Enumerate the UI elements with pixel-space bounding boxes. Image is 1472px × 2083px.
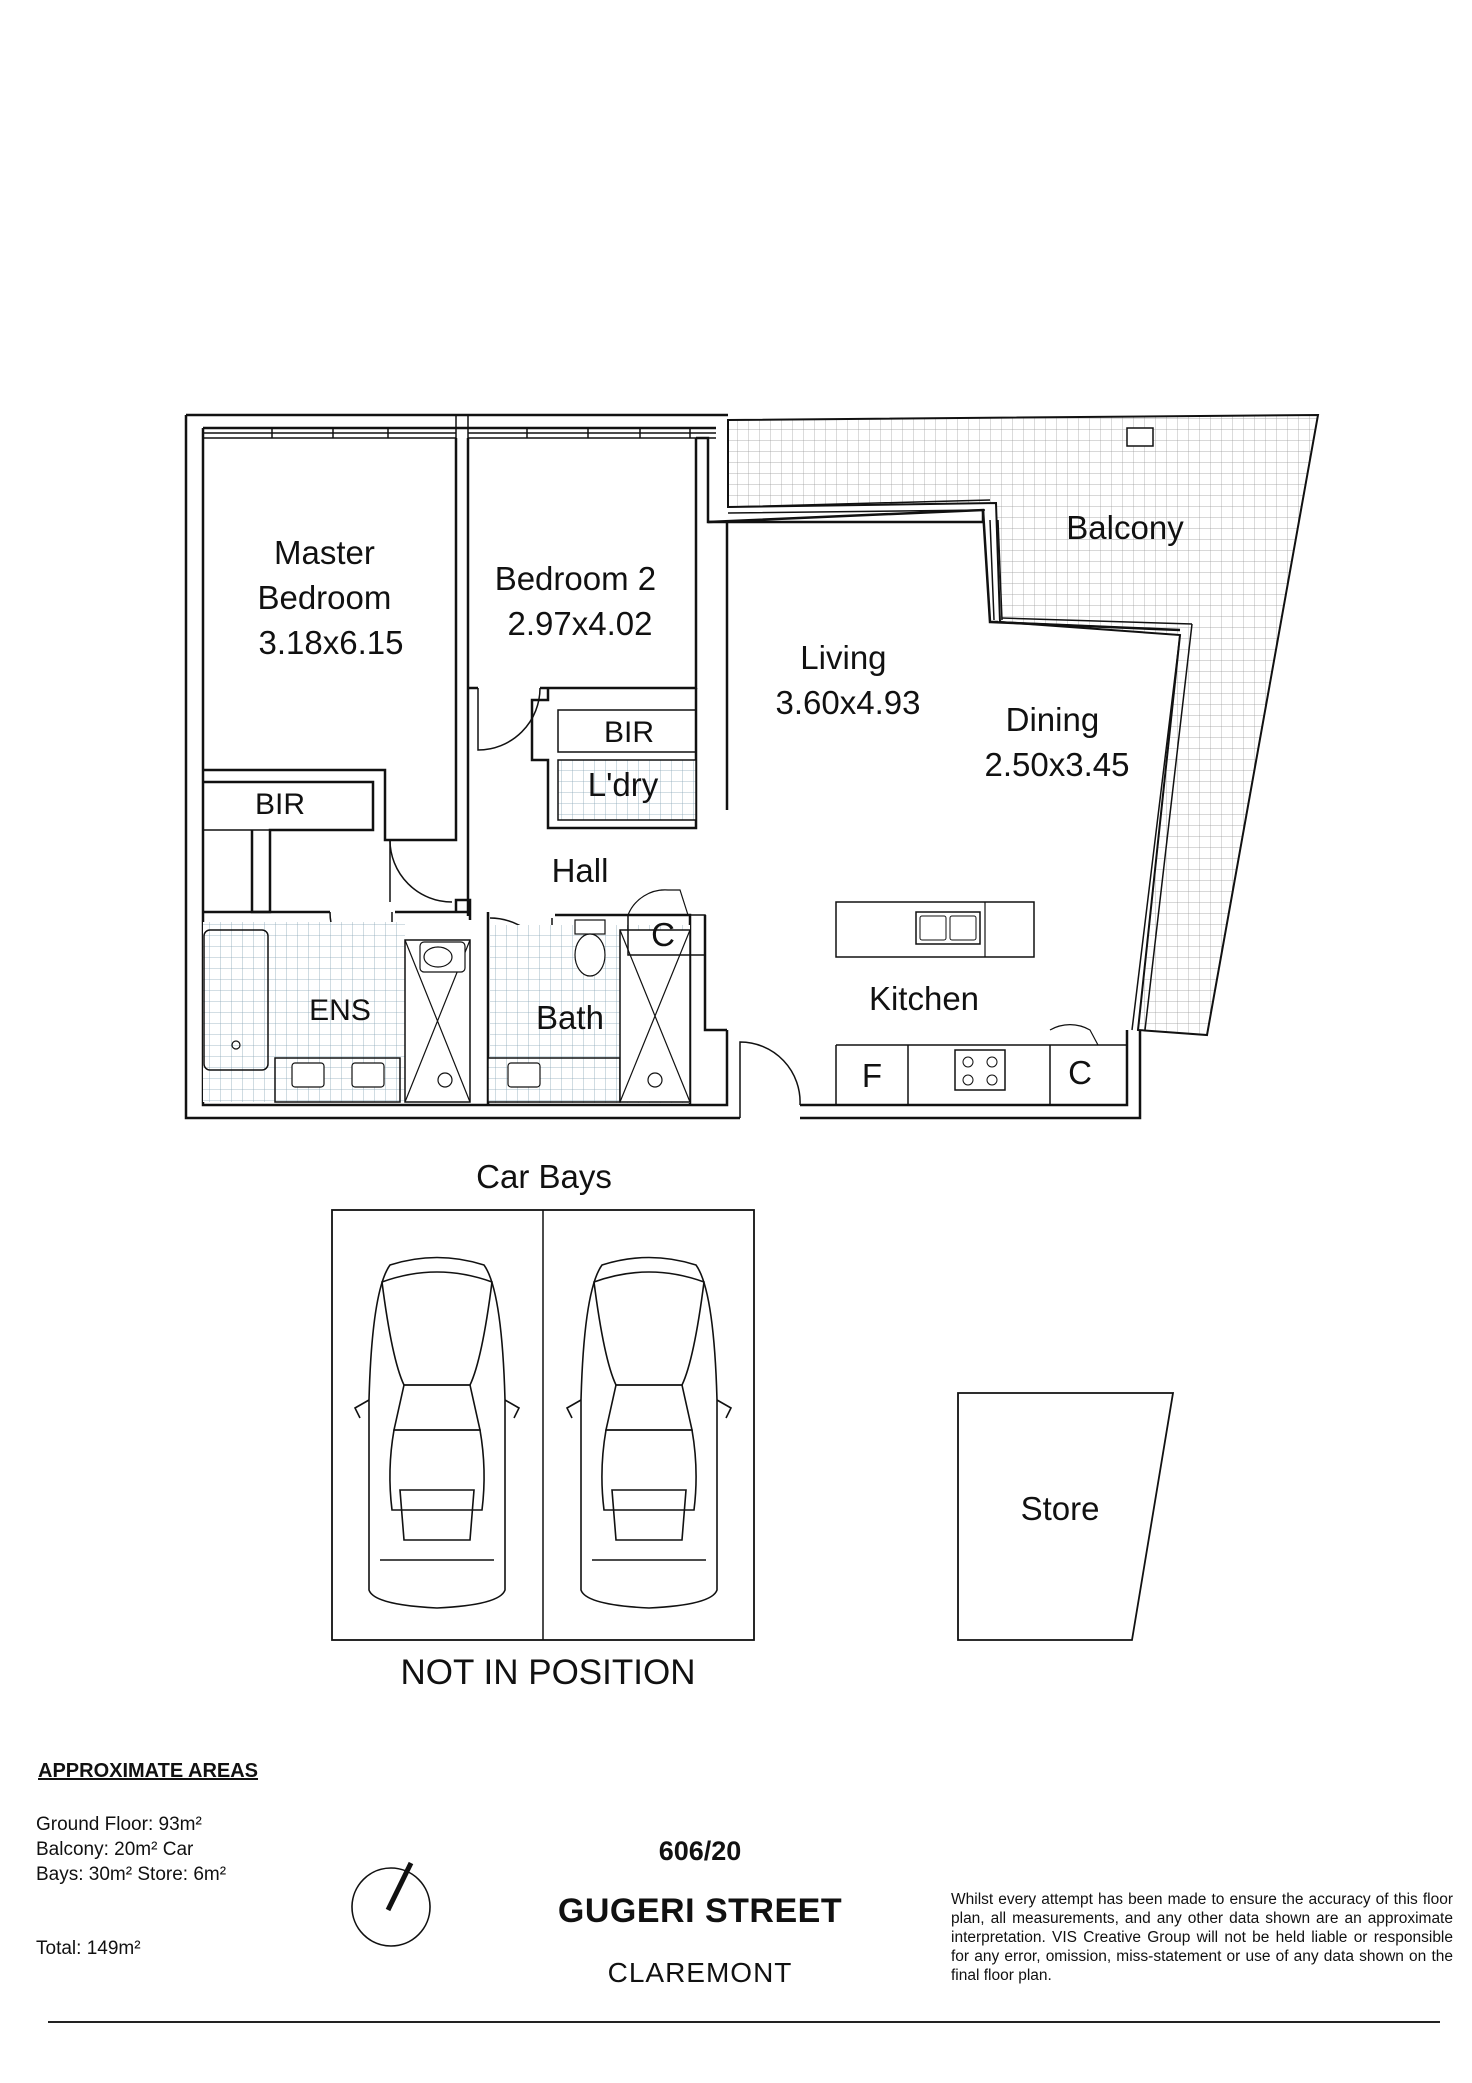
fridge-label: F: [861, 1057, 883, 1094]
car-bays-note: NOT IN POSITION: [400, 1653, 696, 1692]
kitchen-cupboard-label: C: [1068, 1054, 1092, 1091]
windows-top: [203, 415, 716, 438]
bir-master-label: BIR: [254, 788, 306, 821]
master-bedroom-label: Master Bedroom 3.18x6.15: [257, 534, 404, 661]
master-bedroom-walls: [203, 438, 468, 916]
bedroom2-door: [478, 688, 540, 750]
approximate-areas-total: Total: 149m²: [36, 1938, 141, 1959]
unit-number: 606/20: [658, 1836, 742, 1866]
footer-divider: [48, 2021, 1440, 2023]
north-arrow-icon: [352, 1863, 430, 1946]
entry-door: [740, 1042, 800, 1118]
disclaimer-text: Whilst every attempt has been made to ensure the accuracy of this floor plan, all measurements, and any other data shown are an approximate interpretation. VIS Creative Group will not be held liable or responsible for any error, omission, miss-statement or use of any data shown on the final floor plan.: [951, 1891, 1453, 1984]
kitchen-label: Kitchen: [868, 980, 980, 1017]
ensuite-label: ENS: [309, 994, 371, 1027]
balcony-label: Balcony: [1066, 509, 1184, 546]
store-label: Store: [1020, 1490, 1100, 1527]
bedroom2-label: Bedroom 2 2.97x4.02: [494, 560, 657, 642]
dining-label: Dining 2.50x3.45: [984, 701, 1130, 783]
approximate-areas-list: Ground Floor: 93m² Balcony: 20m² Car Bays: 30m² Store: 6m²: [36, 1814, 227, 1885]
balcony-post: [1127, 428, 1153, 446]
hall-label: Hall: [551, 852, 609, 889]
bath-toilet: [575, 920, 605, 934]
cooktop: [955, 1050, 1005, 1090]
street-name: GUGERI STREET: [557, 1892, 843, 1930]
living-label: Living 3.60x4.93: [775, 639, 921, 721]
laundry-label: L'dry: [587, 766, 659, 803]
suburb-name: CLAREMONT: [607, 1957, 793, 1988]
bath-label: Bath: [536, 999, 604, 1036]
hall-cupboard-label: C: [651, 916, 675, 953]
car-bays-title: Car Bays: [476, 1158, 612, 1195]
approximate-areas-title: APPROXIMATE AREAS: [38, 1760, 259, 1782]
bir-bed2-label: BIR: [603, 716, 655, 749]
